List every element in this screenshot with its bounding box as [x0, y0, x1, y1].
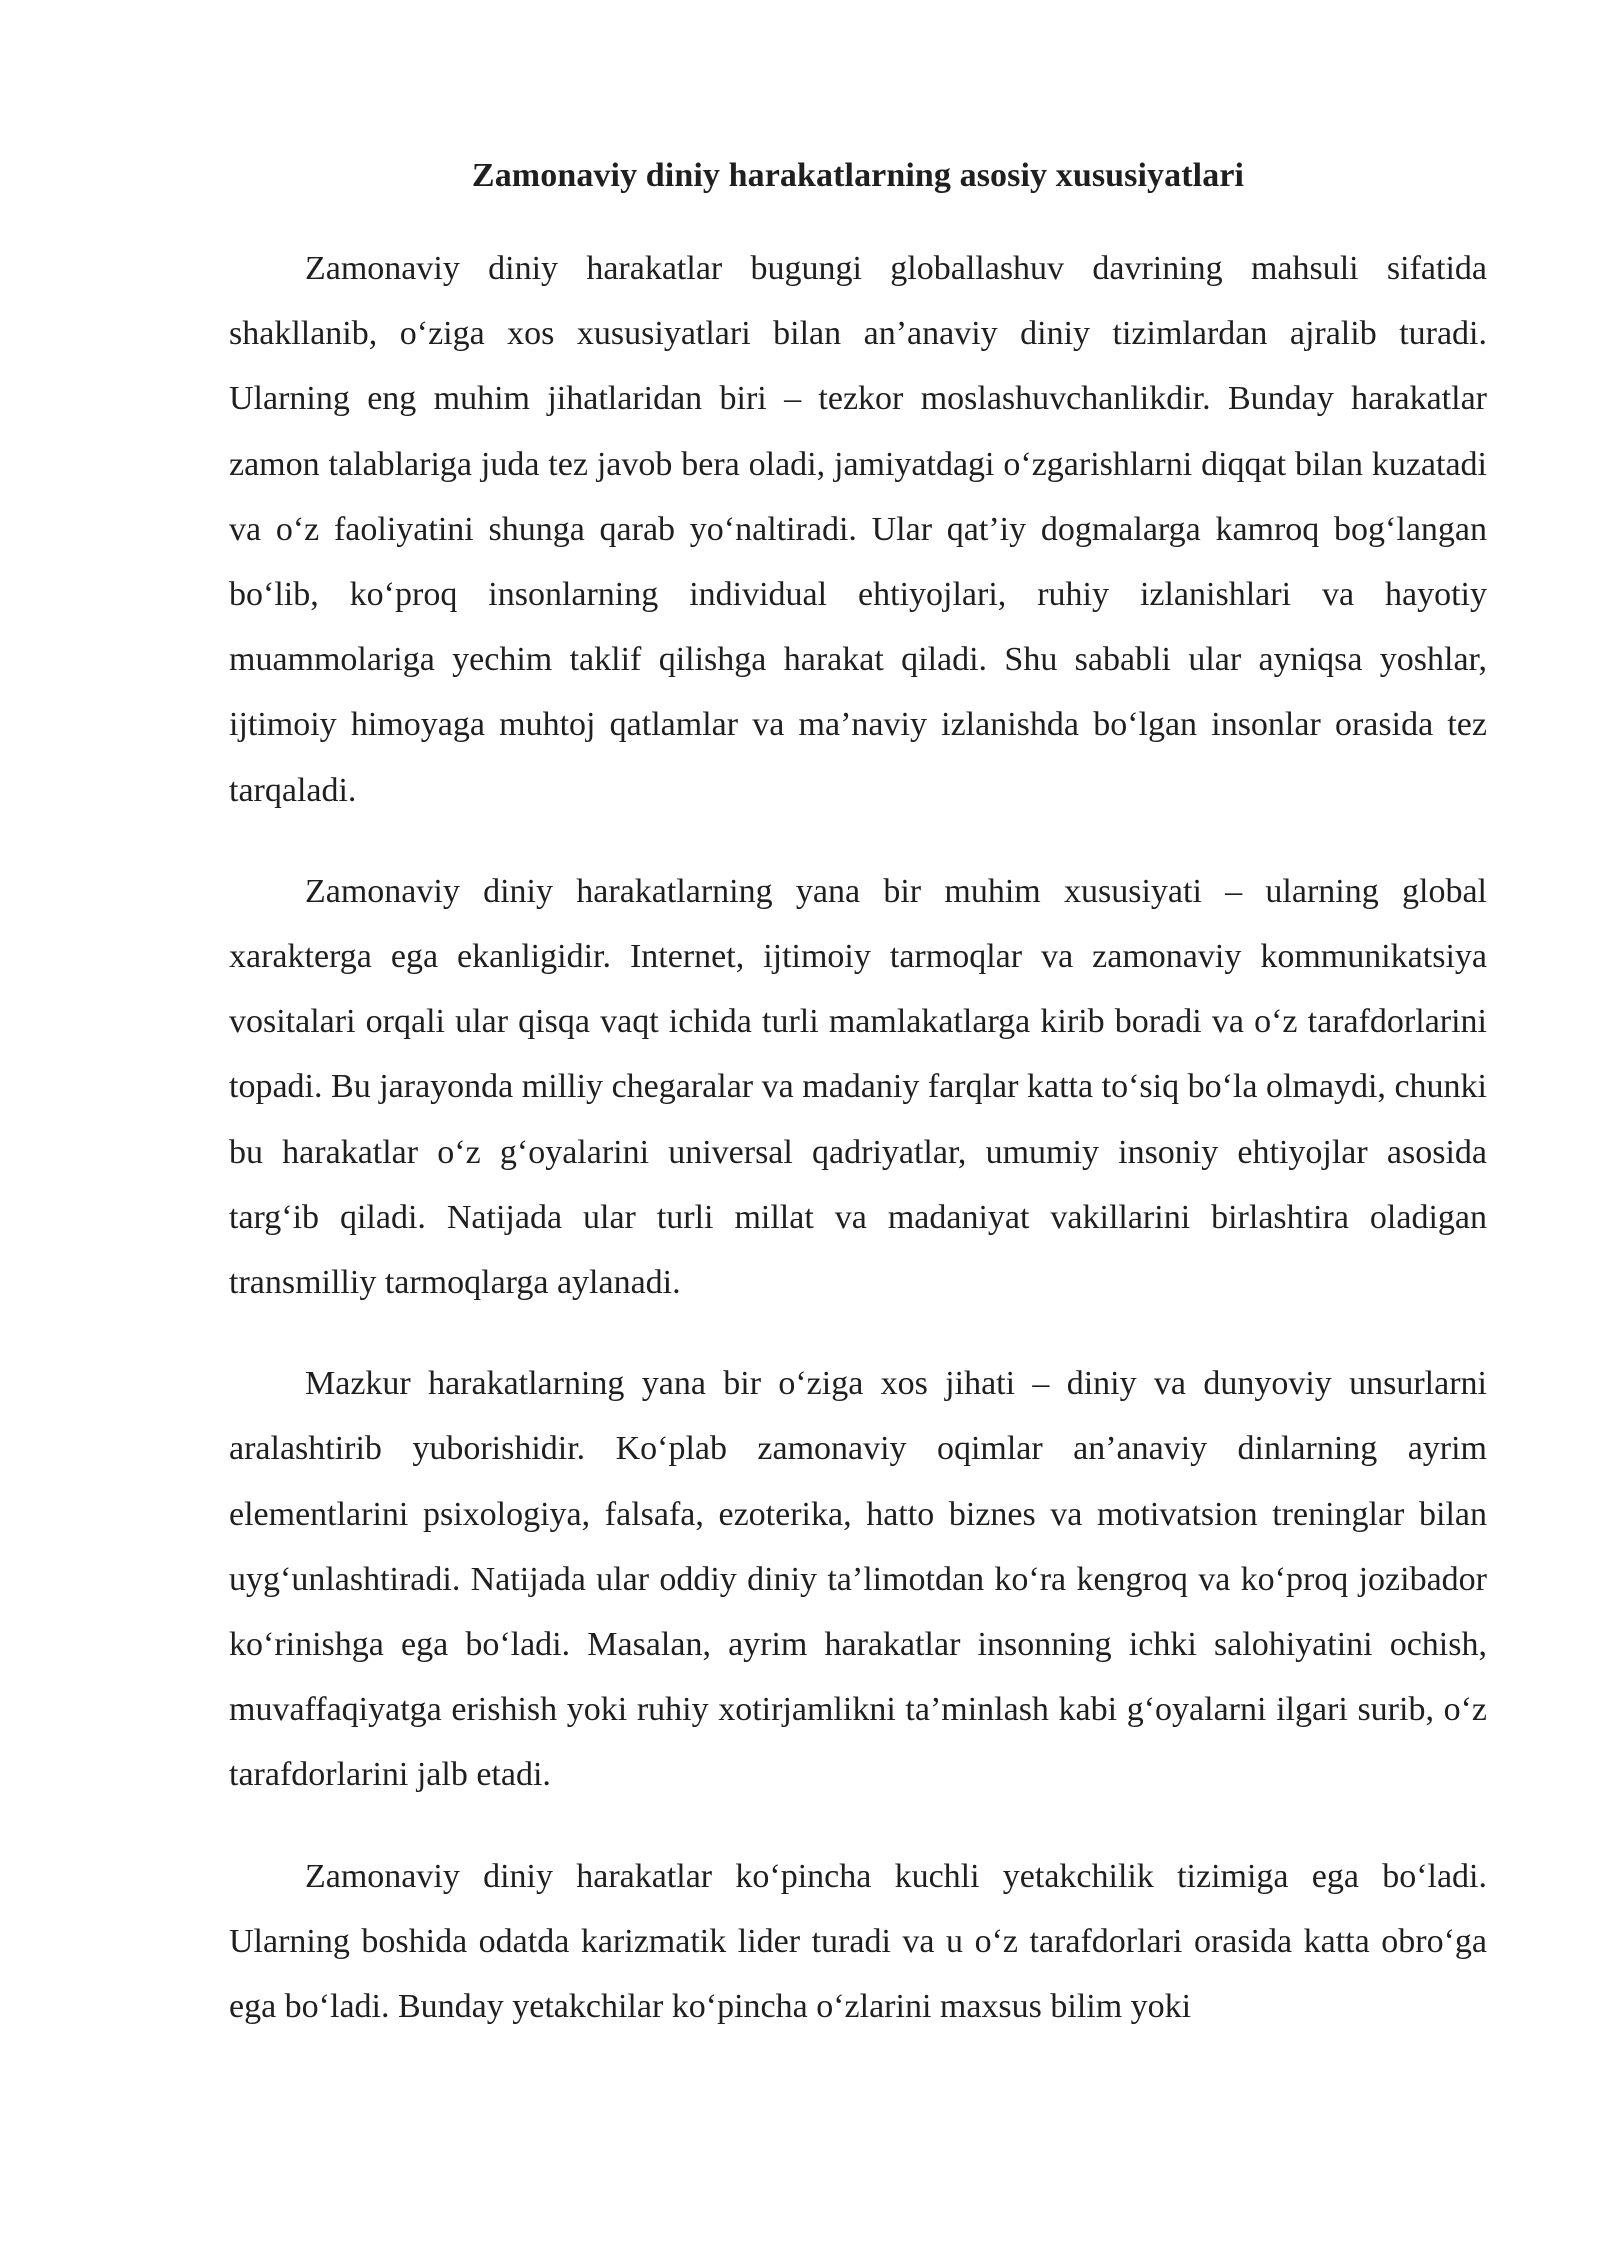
- paragraph-4: Zamonaviy diniy harakatlar ko‘pincha kuchli yetakchilik tizimiga ega bo‘ladi. Ularning boshida odatda karizmatik lider turadi va u o‘z tarafdorlari orasida katta obro‘ga ega bo‘ladi. Bunday yetakchilar ko‘pincha o‘zlarini maxsus bilim yoki: [229, 1857, 1487, 2026]
- paragraph-2: Zamonaviy diniy harakatlarning yana bir muhim xususiyati – ularning global xarakterga ega ekanligidir. Internet, ijtimoiy tarmoqlar va zamonaviy kommunikatsiya vositalari orqali ular qisqa vaqt ichida turli mamlakatlarga kirib boradi va o‘z tarafdorlarini topadi. Bu jarayonda milliy chegaralar va madaniy farqlar katta to‘siq bo‘la olmaydi, chunki bu harakatlar o‘z g‘oyalarini universal qadriyatlar, umumiy insoniy ehtiyojlar asosida targ‘ib qiladi. Natijada ular turli millat va madaniyat vakillarini birlashtira oladigan transmilliy tarmoqlarga aylanadi.: [229, 872, 1487, 1302]
- document-body: [229, 150, 1487, 2039]
- paragraph-3: Mazkur harakatlarning yana bir o‘ziga xos jihati – diniy va dunyoviy unsurlarni aralashtirib yuborishidir. Ko‘plab zamonaviy oqimlar an’anaviy dinlarning ayrim elementlarini psixologiya, falsafa, ezoterika, hatto biznes va motivatsion treninglar bilan uyg‘unlashtiradi. Natijada ular oddiy diniy ta’limotdan ko‘ra kengroq va ko‘proq jozibador ko‘rinishga ega bo‘ladi. Masalan, ayrim harakatlar insonning ichki salohiyatini ochish, muvaffaqiyatga erishish yoki ruhiy xotirjamlikni ta’minlash kabi g‘oyalarni ilgari surib, o‘z tarafdorlarini jalb etadi.: [229, 1365, 1487, 1794]
- paragraph-1: Zamonaviy diniy harakatlar bugungi globallashuv davrining mahsuli sifatida shakllanib, o‘ziga xos xususiyatlari bilan an’anaviy diniy tizimlardan ajralib turadi. Ularning eng muhim jihatlaridan biri – tezkor moslashuvchanlikdir. Bunday harakatlar zamon talablariga juda tez javob bera oladi, jamiyatdagi o‘zgarishlarni diqqat bilan kuzatadi va o‘z faoliyatini shunga qarab yo‘naltiradi. Ular qat’iy dogmalarga kamroq bog‘langan bo‘lib, ko‘proq insonlarning individual ehtiyojlari, ruhiy izlanishlari va hayotiy muammolariga yechim taklif qilishga harakat qiladi. Shu sababli ular ayniqsa yoshlar, ijtimoiy himoyaga muhtoj qatlamlar va ma’naviy izlanishda bo‘lgan insonlar orasida tez tarqaladi.: [229, 250, 1487, 809]
- document-title: Zamonaviy diniy harakatlarning asosiy xususiyatlari: [471, 157, 1245, 194]
